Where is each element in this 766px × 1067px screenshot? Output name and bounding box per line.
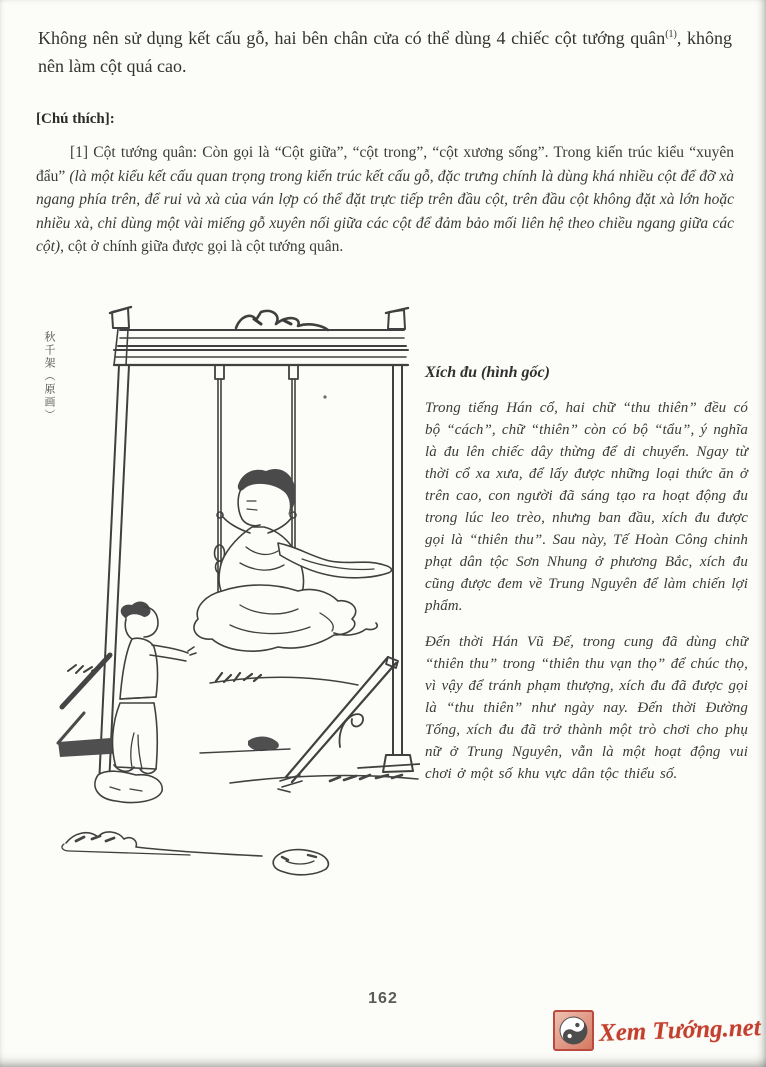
notes-heading: [Chú thích]: xyxy=(36,111,115,127)
figure-caption-vertical: 秋千架（原画） xyxy=(43,331,55,422)
intro-text: Không nên sử dụng kết cấu gỗ, hai bên chân cửa có thể dùng 4 chiếc cột tướng quân xyxy=(38,28,666,48)
footnote-ref: (1) xyxy=(665,29,677,40)
article-title: Xích đu (hình gốc) xyxy=(425,364,550,381)
page-number: 162 xyxy=(368,990,398,1007)
article-paragraph-1: Trong tiếng Hán cổ, hai chữ “thu thiên” đều có bộ “cách”, chữ “thiên” còn có bộ “tẩu”, ý nghĩa là đu lên chiếc dây thừng để di chuyển. Ngay từ thời cổ xa xưa, để lấy được những loại thức ăn ở trên cao, con người đã sáng tạo ra hoạt động đu trong lúc leo trèo, nhưng ban đầu, xích đu được gọi là “thiên thu”. Sau này, Tế Hoàn Công chinh phạt dân tộc Sơn Nhung ở phương Bắc, xích đu cũng được đem về Trung Nguyên để làm chiến lợi phẩm. xyxy=(425,400,748,614)
watermark-site-name: Xem Tướng.net xyxy=(598,1013,762,1047)
attendant-figure xyxy=(58,602,196,803)
figure-block xyxy=(40,295,420,887)
watermark xyxy=(553,1010,761,1051)
article-paragraph-2: Đến thời Hán Vũ Đế, trong cung đã dùng chữ “thiên thu” trong “thiên thu vạn thọ” để chúc thọ, vì vậy để tránh phạm thượng, xích đu đã được gọi là “thu thiên” như ngày nay. Đến thời Đường Tống, xích đu đã trở thành một trò chơi cho phụ nữ ở Trung Nguyên, vẫn là một hoạt động vui chơi ở một số khu vực dân tộc thiểu số. xyxy=(425,634,748,782)
sidebar-article xyxy=(425,364,748,799)
footnote-text: [1] Cột tướng quân: Còn gọi là “Cột giữa”, “cột trong”, “cột xương sống”. Trong kiến trúc kiểu “xuyên đẩu” xyxy=(36,144,734,185)
footnote-text-tail: , cột ở chính giữa được gọi là cột tướng quân. xyxy=(60,238,344,255)
intro-paragraph xyxy=(38,24,732,80)
yin-yang-icon xyxy=(553,1010,594,1051)
footnote-parenthetical: (là một kiểu kết cấu quan trọng trong kiến trúc kết cấu gỗ, đặc trưng chính là dùng khá nhiều cột để đỡ xà ngang phía trên, để rui và xà của ván lợp có thể đặt trực tiếp trên đầu cột, trên đầu cột không đặt xà lớn hoặc nhiều xà, chỉ dùng một vài miếng gỗ xuyên nối giữa các cột để đảm bảo mối liên hệ theo chiều ngang giữa các cột) xyxy=(36,167,734,255)
woman-on-swing xyxy=(194,469,392,651)
intro-text-tail: , không nên làm cột quá cao. xyxy=(38,28,732,76)
footnote-paragraph xyxy=(36,141,734,259)
swing-illustration xyxy=(40,295,420,887)
